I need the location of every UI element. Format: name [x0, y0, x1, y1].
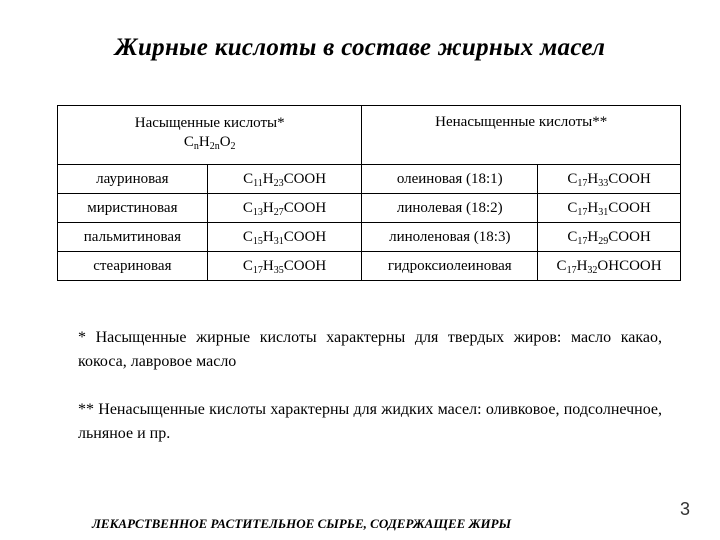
unsaturated-acid-name: линоленовая (18:3)	[362, 223, 538, 252]
formula-part: H	[262, 170, 274, 187]
formula-subscript: n	[193, 141, 199, 152]
table-row	[58, 252, 681, 281]
formula-part: COOH	[283, 257, 327, 274]
formula-part: C	[556, 257, 567, 274]
saturated-acids-note: * Насыщенные жирные кислоты характерны для твердых жиров: масло какао, кокоса, лавровое масло	[78, 329, 662, 370]
formula-subscript: 27	[273, 206, 284, 218]
formula-subscript: 35	[273, 264, 284, 276]
formula-part: COOH	[283, 170, 327, 187]
saturated-acid-name: пальмитиновая	[58, 223, 208, 252]
page-title: Жирные кислоты в составе жирных масел	[114, 34, 606, 61]
table-row	[58, 194, 681, 223]
saturated-acid-formula	[207, 194, 362, 223]
footer-section-title: ЛЕКАРСТВЕННОЕ РАСТИТЕЛЬНОЕ СЫРЬЕ, СОДЕРЖАЩЕЕ ЖИРЫ	[92, 516, 512, 531]
unsaturated-acid-formula	[538, 165, 681, 194]
fatty-acids-table	[57, 105, 681, 281]
saturated-acids-header	[58, 106, 362, 165]
formula-part: C	[242, 257, 253, 274]
unsaturated-acid-name: линолевая (18:2)	[362, 194, 538, 223]
formula-subscript: 31	[273, 235, 284, 247]
formula-subscript: 2n	[209, 141, 220, 152]
formula-subscript: 17	[566, 264, 577, 276]
formula-subscript: 17	[252, 264, 263, 276]
formula-part: H	[587, 170, 599, 187]
formula-subscript: 2	[230, 141, 236, 152]
formula-part: O	[219, 134, 231, 150]
formula-subscript: 11	[253, 177, 263, 189]
formula-subscript: 32	[587, 264, 598, 276]
formula-part: C	[567, 228, 578, 245]
formula-part: H	[198, 134, 210, 150]
formula-subscript: 29	[598, 235, 609, 247]
formula-part: H	[262, 257, 274, 274]
unsaturated-acid-name: гидроксиолеиновая	[362, 252, 538, 281]
unsaturated-acid-formula	[538, 223, 681, 252]
formula-part: C	[242, 199, 253, 216]
saturated-general-formula	[62, 133, 357, 152]
formula-part: C	[243, 170, 254, 187]
formula-subscript: 31	[598, 206, 609, 218]
unsaturated-acids-note: ** Ненасыщенные кислоты характерны для жидких масел: оливковое, подсолнечное, льняное и пр.	[78, 401, 662, 442]
saturated-acid-formula	[207, 165, 362, 194]
saturated-acid-name: лауриновая	[58, 165, 208, 194]
table-header-row	[58, 106, 681, 165]
formula-part: COOH	[608, 228, 651, 245]
formula-part: C	[567, 199, 578, 216]
formula-part: C	[567, 170, 578, 187]
unsaturated-acid-formula	[538, 194, 681, 223]
table-row	[58, 165, 681, 194]
page-number: 3	[680, 499, 691, 519]
unsaturated-header-label: Ненасыщенные кислоты**	[435, 114, 608, 130]
unsaturated-acid-formula	[538, 252, 681, 281]
formula-subscript: 17	[577, 177, 588, 189]
formula-part: H	[587, 199, 599, 216]
formula-subscript: 33	[598, 177, 609, 189]
formula-part: H	[262, 199, 274, 216]
formula-subscript: 17	[577, 235, 588, 247]
saturated-acid-formula	[207, 223, 362, 252]
formula-part: C	[242, 228, 253, 245]
formula-subscript: 17	[577, 206, 588, 218]
formula-part: OHCOOH	[597, 257, 662, 274]
formula-subscript: 15	[252, 235, 263, 247]
table-row	[58, 223, 681, 252]
formula-part: COOH	[608, 170, 651, 187]
unsaturated-acid-name: олеиновая (18:1)	[362, 165, 538, 194]
saturated-header-label: Насыщенные кислоты*	[134, 115, 285, 131]
formula-part: COOH	[608, 199, 651, 216]
saturated-acid-formula	[207, 252, 362, 281]
formula-subscript: 13	[252, 206, 263, 218]
unsaturated-acids-header	[362, 106, 681, 165]
formula-part: H	[587, 228, 599, 245]
formula-subscript: 23	[273, 177, 284, 189]
formula-part: COOH	[283, 228, 327, 245]
formula-part: COOH	[283, 199, 327, 216]
saturated-acid-name: стеариновая	[58, 252, 208, 281]
formula-part: H	[576, 257, 588, 274]
formula-part: H	[262, 228, 274, 245]
saturated-acid-name: миристиновая	[58, 194, 208, 223]
formula-part: C	[183, 134, 194, 150]
